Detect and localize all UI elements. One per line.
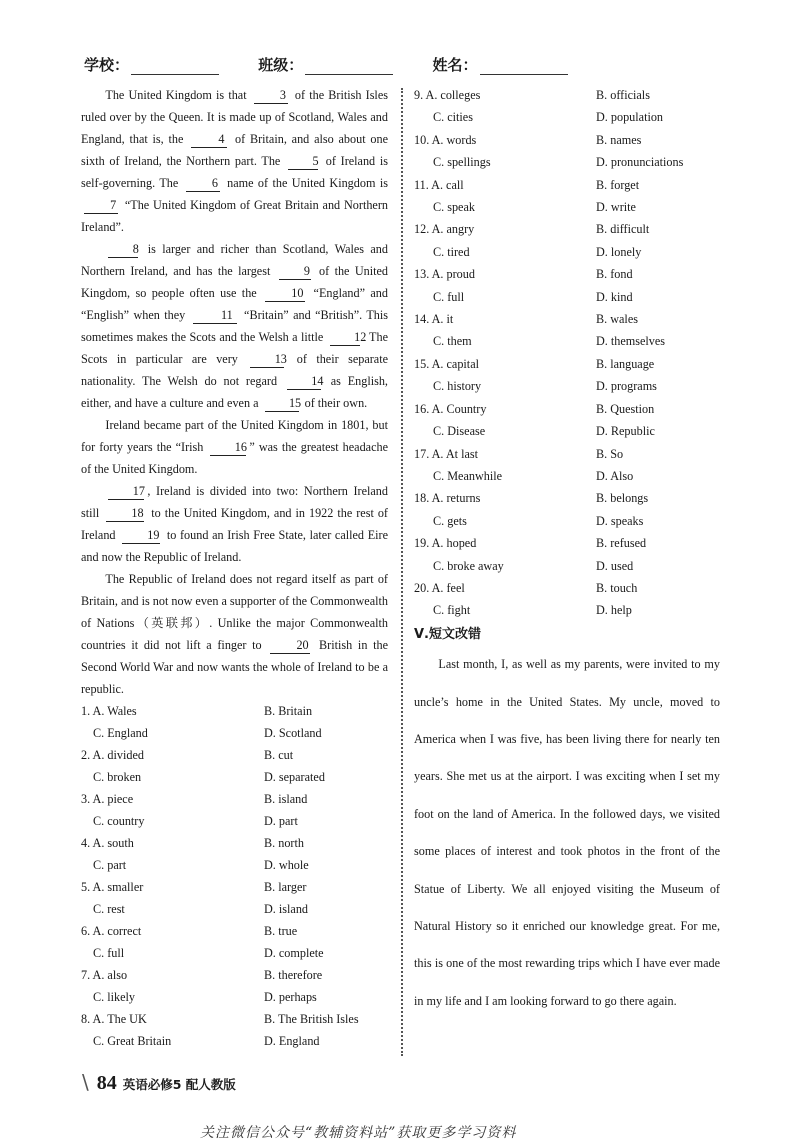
option-d: D. Scotland: [264, 726, 322, 740]
option-row-ab: [414, 263, 720, 285]
blank-9[interactable]: 9: [279, 264, 311, 280]
class-label: 班级：: [258, 56, 304, 74]
option-d: D. Republic: [596, 424, 655, 439]
passage-paragraph-2: 8 is larger and richer than Scotland, Wales and Northern Ireland, and has the largest 9 of the United Kingdom, so people often use the 10 “England” and “English” when they 11 “Britain” and “British”. This sometimes makes the Scots and the Welsh a little 12. The Scots in particular are very 13 of their separate nationality. The Welsh do not regard 14 as English, either, and have a culture and even a 15 of their own.: [81, 242, 389, 410]
option-c: C. cities: [433, 110, 473, 125]
footer-slash-decoration: \: [82, 1070, 89, 1094]
option-b: B. forget: [596, 177, 640, 192]
option-d: D. complete: [264, 946, 324, 960]
option-row-cd: [414, 151, 720, 173]
blank-13[interactable]: 13: [250, 352, 284, 368]
option-a: 9. A. colleges: [414, 88, 481, 102]
option-b: B. larger: [264, 880, 307, 894]
option-row-ab: [81, 876, 388, 898]
option-row-ab: [414, 129, 720, 151]
blank-16[interactable]: 16: [210, 440, 246, 456]
option-a: 18. A. returns: [414, 491, 481, 506]
option-row-cd: [414, 106, 720, 128]
option-c: C. rest: [93, 902, 125, 916]
page-footer: [82, 1070, 236, 1095]
option-a: 19. A. hoped: [414, 536, 477, 551]
option-d: D. part: [264, 814, 298, 828]
option-c: C. part: [93, 858, 127, 872]
blank-3[interactable]: 3: [254, 88, 288, 104]
option-d: D. themselves: [596, 334, 666, 349]
option-row-ab: [81, 964, 388, 986]
option-d: D. kind: [596, 289, 633, 304]
option-row-cd: [414, 196, 720, 218]
option-b: B. touch: [596, 580, 638, 595]
option-row-cd: [81, 986, 388, 1008]
option-b: B. belongs: [596, 491, 649, 506]
option-c: C. Great Britain: [93, 1034, 172, 1048]
blank-19[interactable]: 19: [122, 528, 160, 544]
option-row-cd: [81, 854, 388, 876]
option-row-ab: [81, 920, 388, 942]
option-b: B. Question: [596, 401, 655, 416]
blank-4[interactable]: 4: [191, 132, 227, 148]
blank-7[interactable]: 7: [84, 198, 118, 214]
option-row-cd: [414, 286, 720, 308]
school-field[interactable]: [131, 60, 219, 75]
option-b: B. true: [264, 924, 298, 938]
blank-15[interactable]: 15: [265, 396, 299, 412]
option-c: C. full: [433, 289, 465, 304]
option-row-ab: [414, 487, 720, 509]
option-d: D. programs: [596, 379, 657, 394]
blank-17[interactable]: 17: [108, 484, 144, 500]
option-a: 17. A. At last: [414, 446, 478, 461]
option-row-ab: [414, 308, 720, 330]
column-divider: [401, 88, 403, 1056]
option-d: D. Also: [596, 468, 634, 483]
option-a: 3. A. piece: [81, 792, 134, 806]
option-row-cd: [414, 420, 720, 442]
option-row-cd: [414, 241, 720, 263]
option-c: C. likely: [93, 990, 135, 1004]
option-a: 16. A. Country: [414, 401, 487, 416]
blank-14[interactable]: 14: [287, 374, 321, 390]
option-c: C. broke away: [433, 558, 504, 573]
school-label: 学校：: [84, 56, 130, 74]
option-a: 6. A. correct: [81, 924, 142, 938]
option-d: D. used: [596, 558, 634, 573]
option-c: C. country: [93, 814, 145, 828]
option-d: D. whole: [264, 858, 309, 872]
option-a: 4. A. south: [81, 836, 134, 850]
option-b: B. fond: [596, 267, 633, 282]
option-d: D. population: [596, 110, 664, 125]
passage-paragraph-3: Ireland became part of the United Kingdom in 1801, but for forty years the “Irish 16 ” was the greatest headache of the United Kingdom.: [81, 418, 388, 476]
options-list-left: [81, 700, 388, 1052]
class-field[interactable]: [305, 60, 393, 75]
option-b: B. names: [596, 132, 642, 147]
option-row-cd: [81, 766, 388, 788]
option-row-ab: [81, 788, 388, 810]
watermark-text: 关注微信公众号“教辅资料站”获取更多学习资料: [200, 1125, 517, 1141]
option-a: 5. A. smaller: [81, 880, 144, 894]
option-row-ab: [414, 174, 720, 196]
option-c: C. Meanwhile: [433, 468, 503, 483]
option-b: B. Britain: [264, 704, 313, 718]
option-row-ab: [414, 84, 720, 106]
option-row-cd: [81, 942, 388, 964]
section-title: Ⅴ.短文改错: [414, 626, 481, 642]
option-row-ab: [414, 218, 720, 240]
passage-paragraph-5: The Republic of Ireland does not regard itself as part of Britain, and is not now even a supporter of the Commonwealth of Nations（英联邦）. Unlike the major Commonwealth countries it did not lift a finger to 20 British in the Second World War and now wants the whole of Ireland to be a republic.: [81, 572, 388, 696]
option-a: 7. A. also: [81, 968, 128, 982]
option-row-cd: [414, 330, 720, 352]
left-column: [81, 84, 388, 1052]
option-c: C. broken: [93, 770, 142, 784]
error-correction-passage: Last month, I, as well as my parents, were invited to my uncle’s home in the United States. My uncle, moved to America when I was five, has been living there for nearly ten years. She met us at the airport. I was exciting when I set my foot on the land of America. In the followed days, we visited some places of interest and took photos in the front of the Statue of Liberty. We all enjoyed visiting the Museum of Natural History so it enriched our knowledge great. For me, this is one of the most rewarding trips which I have ever made in my life and I am looking forward to go there again.: [414, 657, 720, 1008]
blank-20[interactable]: 20: [270, 638, 310, 654]
option-row-cd: [81, 722, 388, 744]
option-c: C. speak: [433, 200, 475, 215]
option-b: B. language: [596, 356, 655, 371]
option-a: 13. A. proud: [414, 267, 475, 282]
option-row-cd: [414, 599, 720, 621]
option-c: C. spellings: [433, 155, 491, 170]
option-d: D. speaks: [596, 513, 644, 528]
option-a: 10. A. words: [414, 132, 477, 147]
name-field[interactable]: [480, 60, 568, 75]
option-a: 1. A. Wales: [81, 704, 137, 718]
option-row-ab: [414, 443, 720, 465]
passage-paragraph-1: The United Kingdom is that 3 of the British Isles ruled over by the Queen. It is made up of Scotland, Wales and England, that is, the 4 of Britain, and also about one sixth of Ireland, the Northern part. The 5 of Ireland is self-governing. The 6 name of the United Kingdom is 7 “The United Kingdom of Great Britain and Northern Ireland”.: [81, 88, 388, 234]
option-c: C. gets: [433, 513, 467, 528]
option-b: B. north: [264, 836, 304, 850]
right-column: [414, 84, 720, 1020]
option-row-cd: [414, 510, 720, 532]
option-b: B. wales: [596, 312, 638, 327]
option-d: D. perhaps: [264, 990, 317, 1004]
option-row-cd: [81, 1030, 388, 1052]
student-info-header: [84, 54, 568, 75]
option-d: D. separated: [264, 770, 325, 784]
option-c: C. Disease: [433, 424, 486, 439]
options-list-right: [414, 84, 720, 622]
option-row-cd: [81, 898, 388, 920]
blank-6[interactable]: 6: [186, 176, 220, 192]
blank-10[interactable]: 10: [265, 286, 305, 302]
option-row-ab: [414, 577, 720, 599]
option-d: D. help: [596, 603, 632, 618]
option-a: 12. A. angry: [414, 222, 475, 237]
option-d: D. lonely: [596, 244, 642, 259]
option-row-ab: [414, 398, 720, 420]
option-row-ab: [414, 532, 720, 554]
option-b: B. officials: [596, 88, 650, 102]
blank-8[interactable]: 8: [108, 242, 138, 258]
option-c: C. tired: [433, 244, 470, 259]
option-a: 2. A. divided: [81, 748, 144, 762]
blank-18[interactable]: 18: [106, 506, 144, 522]
option-b: B. The British Isles: [264, 1012, 359, 1026]
option-d: D. island: [264, 902, 309, 916]
blank-12[interactable]: 12: [330, 330, 360, 346]
option-row-ab: [81, 1008, 388, 1030]
option-b: B. difficult: [596, 222, 650, 237]
option-a: 15. A. capital: [414, 356, 479, 371]
passage-paragraph-4: 17 , Ireland is divided into two: Northern Ireland still 18 to the United Kingdom, and in 1922 the rest of Ireland 19 to found an Irish Free State, later called Eire and now the Republic of Ireland.: [81, 484, 388, 564]
option-row-cd: [81, 810, 388, 832]
option-c: C. England: [93, 726, 148, 740]
option-c: C. fight: [433, 603, 471, 618]
book-title: 英语必修5 配人教版: [122, 1077, 236, 1092]
name-label: 姓名：: [432, 56, 478, 74]
option-b: B. cut: [264, 748, 294, 762]
option-a: 11. A. call: [414, 177, 464, 192]
page-number: 84: [96, 1072, 117, 1094]
option-b: B. refused: [596, 536, 647, 551]
option-a: 8. A. The UK: [81, 1012, 147, 1026]
option-row-cd: [414, 465, 720, 487]
option-b: B. island: [264, 792, 308, 806]
option-a: 20. A. feel: [414, 580, 465, 595]
option-row-ab: [414, 353, 720, 375]
option-row-ab: [81, 700, 388, 722]
option-row-cd: [414, 555, 720, 577]
option-d: D. pronunciations: [596, 155, 684, 170]
option-b: B. So: [596, 446, 624, 461]
option-row-cd: [414, 375, 720, 397]
option-d: D. England: [264, 1034, 320, 1048]
option-row-ab: [81, 744, 388, 766]
option-b: B. therefore: [264, 968, 323, 982]
option-c: C. history: [433, 379, 482, 394]
option-c: C. full: [93, 946, 125, 960]
option-c: C. them: [433, 334, 472, 349]
option-a: 14. A. it: [414, 312, 454, 327]
blank-11[interactable]: 11: [193, 308, 237, 324]
option-row-ab: [81, 832, 388, 854]
option-d: D. write: [596, 200, 636, 215]
blank-5[interactable]: 5: [288, 154, 318, 170]
